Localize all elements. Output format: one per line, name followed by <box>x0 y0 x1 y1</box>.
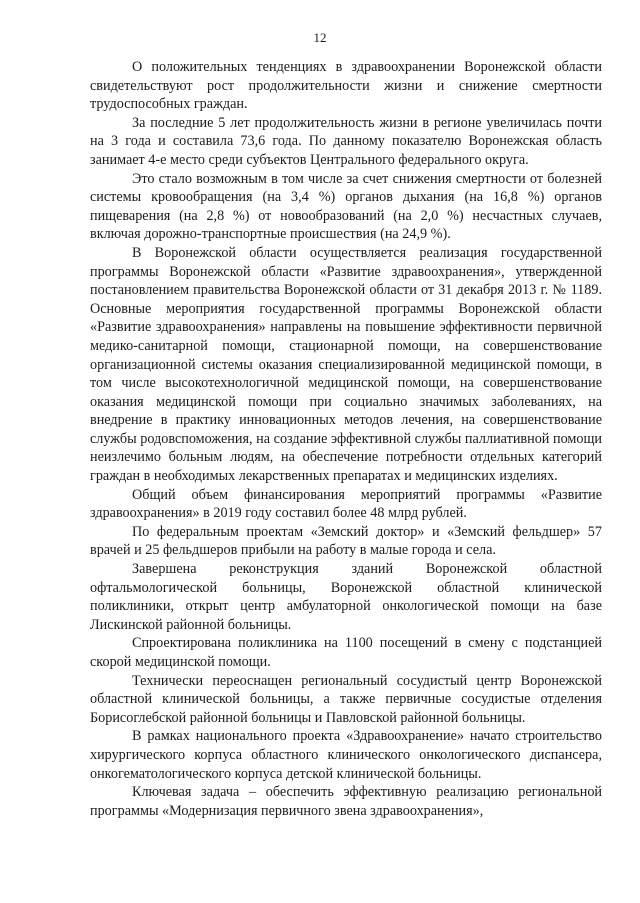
paragraph-life-expectancy-trends: О положительных тенденциях в здравоохранении Воронежской области свидетельствуют рост продолжительности жизни и снижение смертности трудоспособных граждан. <box>90 59 602 113</box>
page-number: 12 <box>313 30 327 45</box>
paragraph-zemsky-projects: По федеральным проектам «Земский доктор» и «Земский фельдшер» 57 врачей и 25 фельдшеров прибыли на работу в малые города и села. <box>90 523 602 559</box>
paragraph-state-program: В Воронежской области осуществляется реализация государственной программы Воронежской области «Развитие здравоохранения», утвержденной постановлением правительства Воронежской области от 31 декабря 2013 г. № 1189. Основные мероприятия государственной программы Воронежской области «Развитие здравоохранения» направлены на повышение эффективности первичной медико-санитарной помощи, стационарной помощи, на совершенствование организационной системы оказания специализированной медицинской помощи, в том числе высокотехнологичной медицинской помощи, на совершенствование оказания медицинской помощи при социально значимых заболеваниях, на внедрение в практику инновационных методов лечения, на совершенствование службы родовспоможения, на создание эффективной службы паллиативной помощи неизлечимо больным людям, на обеспечение потребности отдельных категорий граждан в необходимых лекарственных препаратах и медицинских изделиях. <box>90 244 602 485</box>
paragraph-reconstruction: Завершена реконструкция зданий Воронежской областной офтальмологической больницы, Воронежской областной клинической поликлиники, открыт центр амбулаторной онкологической помощи на базе Лискинской районной больницы. <box>90 561 602 633</box>
paragraph-program-funding: Общий объем финансирования мероприятий программы «Развитие здравоохранения» в 2019 году составил более 48 млрд рублей. <box>90 486 602 522</box>
paragraph-key-task: Ключевая задача – обеспечить эффективную реализацию региональной программы «Модернизация первичного звена здравоохранения», <box>90 784 602 819</box>
paragraph-polyclinic-design: Спроектирована поликлиника на 1100 посещений в смену с подстанцией скорой медицинской помощи. <box>90 635 602 670</box>
document-body <box>90 58 602 820</box>
paragraph-national-project: В рамках национального проекта «Здравоохранение» начато строительство хирургического корпуса областного клинического онкологического диспансера, онкогематологического корпуса детской клинической больницы. <box>90 728 602 782</box>
paragraph-mortality-reduction: Это стало возможным в том числе за счет снижения смертности от болезней системы кровообращения (на 3,4 %) органов дыхания (на 16,8 %) органов пищеварения (на 2,8 %) от новообразований (на 2,0 %) несчастных случаев, включая дорожно-транспортные происшествия (на 24,9 %). <box>90 170 602 243</box>
paragraph-vascular-center: Технически переоснащен региональный сосудистый центр Воронежской областной клинической больницы, а также первичные сосудистые отделения Борисоглебской районной больницы и Павловской районной больницы. <box>90 672 602 726</box>
paragraph-life-expectancy-growth: За последние 5 лет продолжительность жизни в регионе увеличилась почти на 3 года и составила 73,6 года. По данному показателю Воронежская область занимает 4-е место среди субъектов Центрального федерального округа. <box>90 114 602 168</box>
